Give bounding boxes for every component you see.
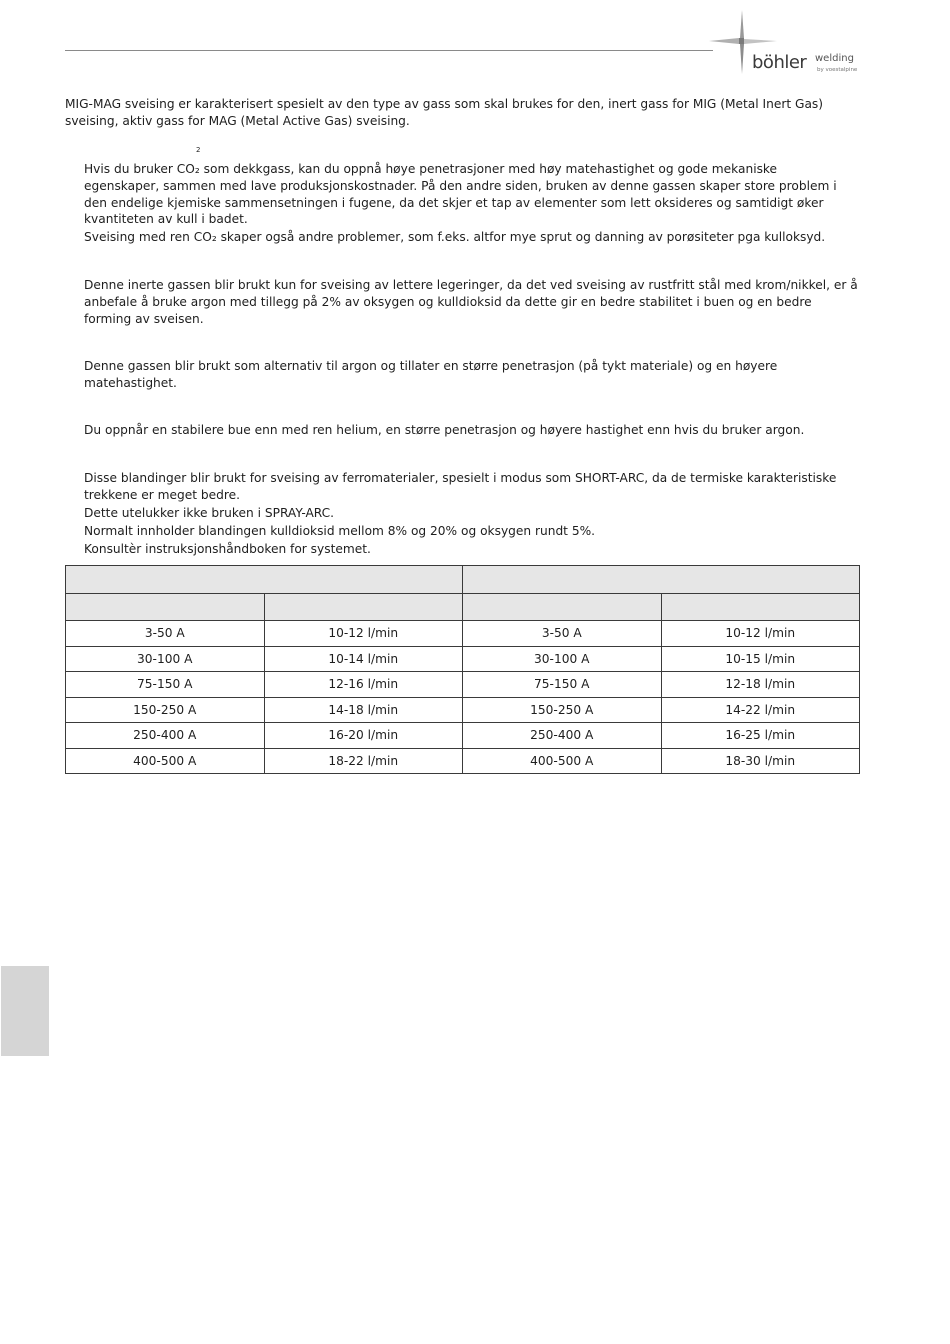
- logo-wordmark: böhler: [752, 52, 807, 73]
- text-line: trekkene er meget bedre.: [84, 487, 241, 502]
- table-subheader-row: [66, 594, 860, 621]
- table-cell: 10-15 l/min: [661, 646, 860, 672]
- table-cell: 18-30 l/min: [661, 748, 860, 774]
- table-cell: 12-18 l/min: [661, 672, 860, 698]
- table-cell: 10-14 l/min: [264, 646, 463, 672]
- gas-flow-table: [65, 565, 860, 774]
- table-header-cell: [463, 566, 860, 594]
- table-cell: 30-100 A: [66, 646, 265, 672]
- text-line: forming av sveisen.: [84, 311, 204, 326]
- section-helium: [84, 358, 859, 392]
- text-line: Hvis du bruker CO₂ som dekkgass, kan du oppnå høye penetrasjoner med høy matehastighet og gode mekaniske: [84, 162, 778, 176]
- logo-byline: by voestalpine: [817, 67, 858, 73]
- section-argon-helium: [84, 422, 859, 439]
- table-cell: 75-150 A: [463, 672, 662, 698]
- table-row: [66, 748, 860, 774]
- section-argon: [84, 277, 859, 327]
- table-cell: 10-12 l/min: [661, 621, 860, 647]
- table-cell: 250-400 A: [66, 723, 265, 749]
- table-row: [66, 697, 860, 723]
- table-cell: 150-250 A: [463, 697, 662, 723]
- text-line: den endelige kjemiske sammensetningen i fugene, da det skjer et tap av elementer som lett oksideres og samtidigt øker: [84, 195, 824, 210]
- table-cell: 16-20 l/min: [264, 723, 463, 749]
- table-row: [66, 723, 860, 749]
- text-line: Denne gassen blir brukt som alternativ til argon og tillater en større penetrasjon (på tykt materiale) og en høyere: [84, 359, 778, 373]
- text-line: egenskaper, sammen med lave produksjonskostnader. På den andre siden, bruken av denne gassen skaper store problem i: [84, 178, 837, 193]
- text-line: MIG-MAG sveising er karakterisert spesielt av den type av gass som skal brukes for den, inert gass for MIG (Metal Inert Gas): [65, 97, 824, 111]
- text-line: Denne inerte gassen blir brukt kun for sveising av lettere legeringer, da det ved sveising av rustfritt stål med krom/nikkel, er å: [84, 278, 858, 292]
- text-line: Konsultèr instruksjonshåndboken for systemet.: [84, 542, 371, 557]
- stray-superscript: 2: [196, 146, 201, 154]
- logo-welding-text: welding: [815, 53, 854, 64]
- intro-paragraph: [65, 96, 859, 130]
- table-cell: 150-250 A: [66, 697, 265, 723]
- table-row: [66, 672, 860, 698]
- table-header-cell: [66, 566, 463, 594]
- text-line: kvantiteten av kull i badet.: [84, 212, 248, 227]
- table-header-cell: [463, 594, 662, 621]
- text-line: Disse blandinger blir brukt for sveising av ferromaterialer, spesielt i modus som SHORT-ARC, da de termiske karakteristiske: [84, 471, 837, 485]
- table-cell: 3-50 A: [66, 621, 265, 647]
- text-line: Sveising med ren CO₂ skaper også andre problemer, som f.eks. altfor mye sprut og danning av porøsiteter pga kulloksyd.: [84, 230, 826, 245]
- table-cell: 10-12 l/min: [264, 621, 463, 647]
- table-cell: 400-500 A: [66, 748, 265, 774]
- table-cell: 30-100 A: [463, 646, 662, 672]
- table-cell: 14-18 l/min: [264, 697, 463, 723]
- section-mixtures: [84, 470, 859, 558]
- table-header-cell: [66, 594, 265, 621]
- text-line: sveising, aktiv gass for MAG (Metal Active Gas) sveising.: [65, 113, 410, 128]
- table-cell: 75-150 A: [66, 672, 265, 698]
- table-cell: 14-22 l/min: [661, 697, 860, 723]
- table-row: [66, 621, 860, 647]
- bohler-welding-logo: [709, 8, 869, 78]
- side-language-tab: [1, 966, 49, 1056]
- header-rule: [65, 50, 713, 51]
- table-cell: 16-25 l/min: [661, 723, 860, 749]
- table-header-row: [66, 566, 860, 594]
- text-line: matehastighet.: [84, 375, 177, 390]
- table-cell: 12-16 l/min: [264, 672, 463, 698]
- text-line: anbefale å bruke argon med tillegg på 2% av oksygen og kulldioksid da dette gir en bedre stabilitet i buen og en bedre: [84, 294, 812, 309]
- section-co2: [84, 161, 859, 246]
- text-line: Du oppnår en stabilere bue enn med ren helium, en større penetrasjon og høyere hastighet enn hvis du bruker argon.: [84, 423, 805, 437]
- table-header-cell: [661, 594, 860, 621]
- table-cell: 3-50 A: [463, 621, 662, 647]
- text-line: Dette utelukker ikke bruken i SPRAY-ARC.: [84, 505, 335, 520]
- table-header-cell: [264, 594, 463, 621]
- table-cell: 400-500 A: [463, 748, 662, 774]
- table-cell: 18-22 l/min: [264, 748, 463, 774]
- table-row: [66, 646, 860, 672]
- text-line: Normalt innholder blandingen kulldioksid mellom 8% og 20% og oksygen rundt 5%.: [84, 524, 596, 539]
- table-cell: 250-400 A: [463, 723, 662, 749]
